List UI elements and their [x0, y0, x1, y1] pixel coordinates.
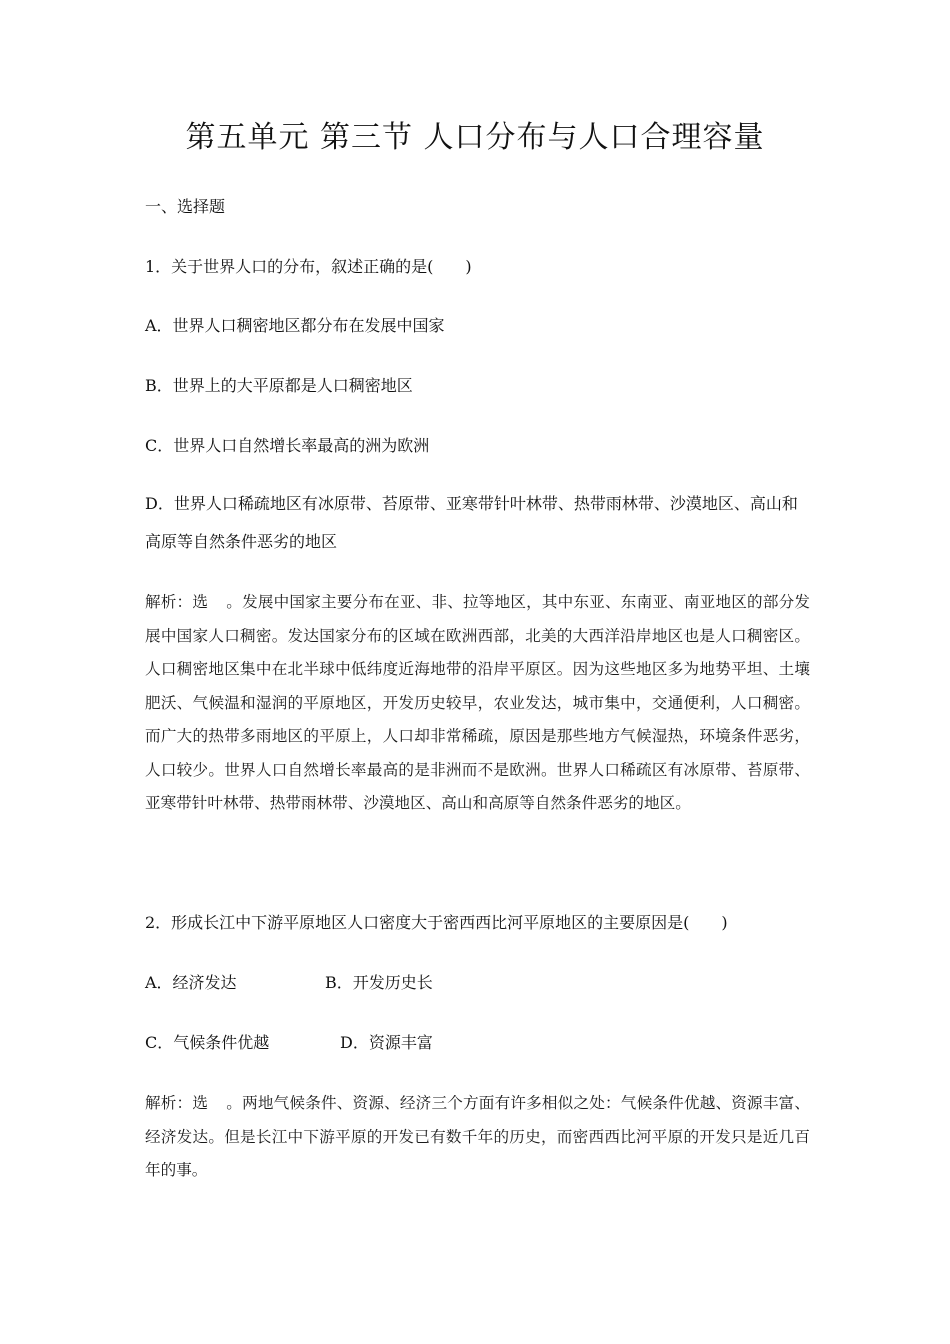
document-title: 第五单元 第三节 人口分布与人口合理容量: [185, 120, 765, 155]
q2-analysis: [145, 1087, 810, 1188]
q1-stem: 1．关于世界人口的分布，叙述正确的是( ): [145, 257, 472, 276]
q1-analysis: [145, 586, 810, 821]
section-heading: 一、选择题: [145, 197, 226, 216]
q1-option-c: C．世界人口自然增长率最高的洲为欧洲: [145, 436, 430, 455]
q2-options-row-1: [145, 973, 810, 993]
q2-option-a: A．经济发达: [145, 973, 237, 992]
q2-analysis-body: 。两地气候条件、资源、经济三个方面有许多相似之处：气候条件优越、资源丰富、经济发达。但是长江中下游平原的开发已有数千年的历史，而密西西比河平原的开发只是近几百年的事。: [145, 1094, 810, 1179]
q2-option-c: C．气候条件优越: [145, 1033, 270, 1052]
q1-analysis-body: 。发展中国家主要分布在亚、非、拉等地区，其中东亚、东南亚、南亚地区的部分发展中国家人口稠密。发达国家分布的区域在欧洲西部，北美的大西洋沿岸地区也是人口稠密区。人口稠密地区集中在北半球中低纬度近海地带的沿岸平原区。因为这些地区多为地势平坦、土壤肥沃、气候温和湿润的平原地区，开发历史较早，农业发达，城市集中，交通便利，人口稠密。而广大的热带多雨地区的平原上，人口却非常稀疏，原因是那些地方气候湿热，环境条件恶劣，人口较少。世界人口自然增长率最高的是非洲而不是欧洲。世界人口稀疏区有冰原带、苔原带、亚寒带针叶林带、热带雨林带、沙漠地区、高山和高原等自然条件恶劣的地区。: [145, 593, 810, 812]
q1-option-b: B．世界上的大平原都是人口稠密地区: [145, 376, 413, 395]
q2-stem: 2．形成长江中下游平原地区人口密度大于密西西比河平原地区的主要原因是( ): [145, 913, 728, 932]
q2-option-d: D．资源丰富: [340, 1033, 433, 1052]
q2-option-b: B．开发历史长: [325, 973, 433, 992]
q1-option-d: D．世界人口稀疏地区有冰原带、苔原带、亚寒带针叶林带、热带雨林带、沙漠地区、高山和高原等自然条件恶劣的地区: [145, 494, 798, 551]
q2-options-row-2: [145, 1033, 810, 1053]
q2-analysis-prefix: 解析：选: [145, 1094, 209, 1112]
q1-analysis-prefix: 解析：选: [145, 593, 209, 611]
q1-option-a: A．世界人口稠密地区都分布在发展中国家: [145, 316, 445, 335]
